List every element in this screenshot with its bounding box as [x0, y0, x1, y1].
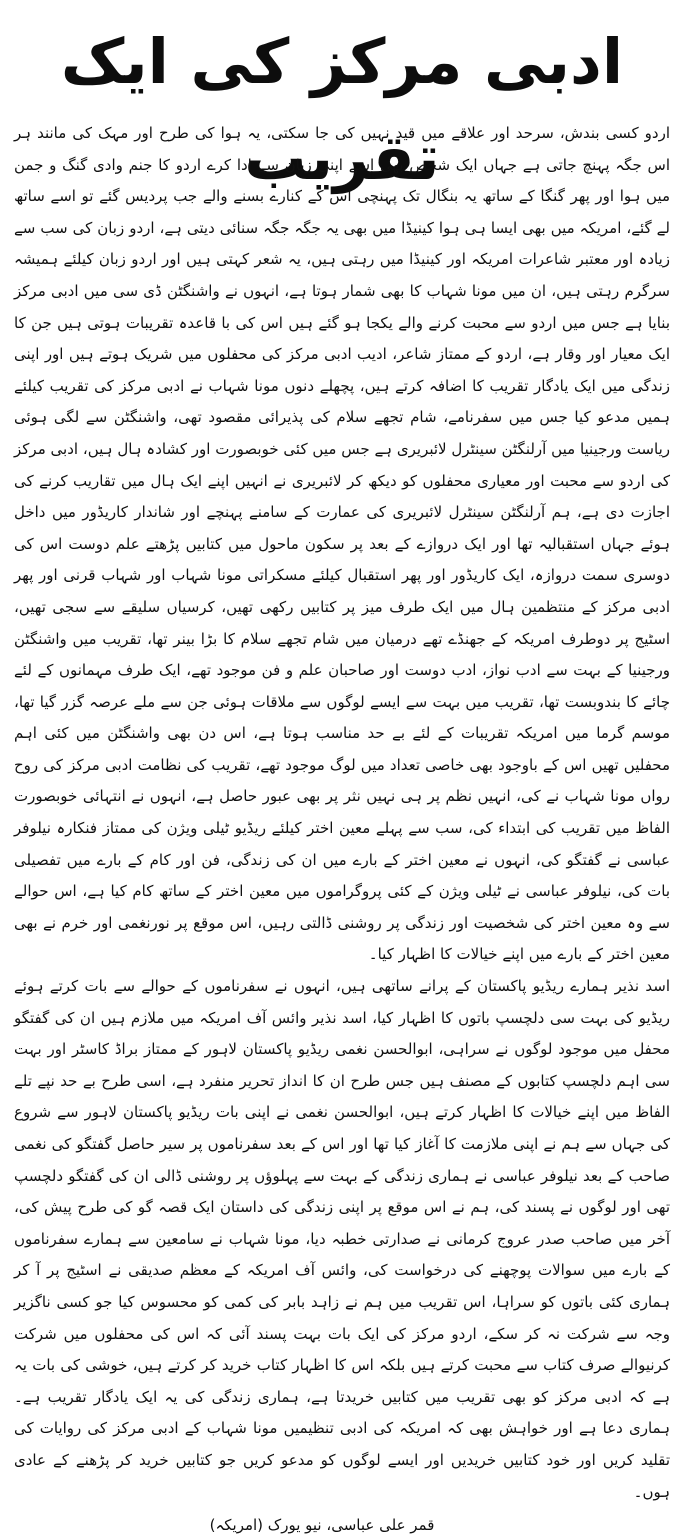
article-headline: ادبی مرکز کی ایک تقریب: [60, 25, 624, 194]
article-byline: قمر علی عباسی، نیو یورک (امریکہ): [209, 1516, 435, 1535]
article-body: [14, 118, 670, 1508]
article-paragraph-1: اردو کسی بندش، سرحد اور علاقے میں قید نہیں کی جا سکتی، یہ ہوا کی طرح اور مہک کی مانند ہر اس جگہ پہنچ جاتی ہے جہاں ایک شخص بھی اسے اپنی زبان سے ادا کرے اردو کا جنم وادی گنگ و جمن میں ہوا اور پھر گنگا کے ساتھ یہ بنگال تک پہنچی اس کے کنارے بسنے والے جب پردیس گئے تو اسے ساتھ لے گئے، امریکہ میں بھی ایسا ہی ہوا کینیڈا میں بھی یہ جگہ جگہ سنائی دیتی ہے، اردو زبان کی سب سے زیادہ اور معتبر شاعرات امریکہ اور کینیڈا میں رہتی ہیں، یہ شعر کہتی ہیں اور اردو زبان کیلئے ہمیشہ سرگرم رہتی ہیں، ان میں مونا شہاب کا بھی شمار ہوتا ہے، انہوں نے واشنگٹن ڈی سی میں ادبی مرکز بنایا ہے جس میں اردو سے محبت کرنے والے یکجا ہو گئے ہیں اس کی با قاعدہ تقریبات ہوتی ہیں جن کا ایک معیار اور وقار ہے، اردو کے ممتاز شاعر، ادیب ادبی مرکز کی محفلوں میں شریک ہوتے ہیں اور اپنی زندگی میں ایک یادگار تقریب کا اضافہ کرتے ہیں، پچھلے دنوں مونا شہاب نے ادبی مرکز کی تقریب کیلئے ہمیں مدعو کیا جس میں سفرنامے، شام تجھے سلام کی پذیرائی مقصود تھی، واشنگٹن سے لگی ہوئی ریاست ورجینیا میں آرلنگٹن سینٹرل لائبریری ہے جس میں کئی خوبصورت اور کشادہ ہال ہیں، ادبی مرکز کی اردو سے محبت اور معیاری محفلوں کو دیکھ کر لائبریری نے انہیں اپنے ایک ہال میں تقاریب کرنے کی اجازت دی ہے، ہم آرلنگٹن سینٹرل لائبریری کی عمارت کے سامنے پہنچے اور شاندار کاریڈور میں داخل ہوئے جہاں استقبالیہ تھا اور ایک دروازے کے بعد پر سکون ماحول میں کتابیں پڑھتے علم دوست اس کی دوسری سمت دروازہ، ایک کاریڈور اور پھر استقبال کیلئے مسکراتی مونا شہاب اور شہاب قرنی اور پھر ادبی مرکز کے منتظمین ہال میں ایک طرف میز پر کتابیں رکھی تھیں، کرسیاں سلیقے سے سجی تھیں، اسٹیج پر دوطرف امریکہ کے جھنڈے تھے درمیان میں شام تجھے سلام کا بڑا بینر تھا، تقریب میں واشنگٹن ورجینیا کے بہت سے ادب نواز، ادب دوست اور صاحبان علم و فن موجود تھے، ایک طرف مہمانوں کے لئے چائے کا بندوبست تھا، تقریب میں بہت سے ایسے لوگوں سے ملاقات ہوئی جن سے ملے عرصہ گزر گیا تھا، موسم گرما میں امریکہ تقریبات کے لئے بے حد مناسب ہوتا ہے، اس دن بھی واشنگٹن میں کئی اہم محفلیں تھیں اس کے باوجود بھی خاصی تعداد میں لوگ موجود تھے، تقریب کی نظامت ادبی مرکز کی روح رواں مونا شہاب نے کی، انہیں نظم پر ہی نہیں نثر پر بھی عبور حاصل ہے، انہوں نے انتہائی خوبصورت الفاظ میں تقریب کی ابتداء کی، سب سے پہلے معین اختر کیلئے ریڈیو ٹیلی ویژن کی ممتاز فنکارہ نیلوفر عباسی نے گفتگو کی، انہوں نے معین اختر کے بارے میں ان کی زندگی، فن اور کام کے بارے میں تفصیلی بات کی، نیلوفر عباسی نے ٹیلی ویژن کے کئی پروگراموں میں معین اختر کے ساتھ کام کیا ہے، اس حوالے سے وہ معین اختر کی شخصیت اور زندگی پر روشنی ڈالتی رہیں، اس موقع پر نورنغمی اور خرم نے بھی معین اختر کے بارے میں اپنے خیالات کا اظہار کیا۔: [14, 124, 670, 964]
article-paragraph-2: اسد نذیر ہمارے ریڈیو پاکستان کے پرانے ساتھی ہیں، انہوں نے سفرناموں کے حوالے سے بات کرتے ہوئے ریڈیو کی بہت سی دلچسپ باتوں کا اظہار کیا، اسد نذیر وائس آف امریکہ میں ملازم ہیں ان کی گفتگو محفل میں موجود لوگوں نے سراہی، ابوالحسن نغمی ریڈیو پاکستان لاہور کے ممتاز براڈ کاسٹر اور بہت سی اہم دلچسپ کتابوں کے مصنف ہیں جس طرح ان کا انداز تحریر منفرد ہے، اسی طرح بے حد نپے تلے الفاظ میں اپنے خیالات کا اظہار کرتے ہیں، ابوالحسن نغمی نے اپنی بات ریڈیو پاکستان لاہور سے شروع کی جہاں سے ہم نے اپنی ملازمت کا آغاز کیا تھا اور اس کے بعد سفرناموں پر سیر حاصل گفتگو کی نغمی صاحب کے بعد نیلوفر عباسی نے ہماری زندگی کے بہت سے پہلوؤں پر روشنی ڈالی ان کی گفتگو دلچسپ تھی اور لوگوں نے پسند کی، ہم نے اس موقع پر اپنی زندگی کی داستان ایک قصہ گو کی طرح پیش کی، آخر میں صاحب صدر عروج کرمانی نے صدارتی خطبہ دیا، مونا شہاب نے سامعین سے ہمارے سفرناموں کے بارے میں سوالات پوچھنے کی درخواست کی، وائس آف امریکہ کے معظم صدیقی نے اسٹیج پر آ کر ہماری کئی باتوں کو سراہا، اس تقریب میں ہم نے زاہد بابر کی کمی کو محسوس کیا جو کسی ناگزیر وجہ سے شرکت نہ کر سکے، اردو مرکز کی ایک بات بہت پسند آئی کہ اس کی محفلوں میں شرکت کرنیوالے صرف کتاب سے محبت کرتے ہیں بلکہ اس کا اظہار کتاب خرید کر کرتے ہیں، خوشی کی بات یہ ہے کہ ادبی مرکز کو بھی تقریب میں کتابیں خریدتا ہے، ہماری زندگی کی یہ ایک یادگار تقریب ہے۔ ہماری دعا ہے اور خواہش بھی کہ امریکہ کی ادبی تنظیمیں مونا شہاب کے ادبی مرکز کی روایات کی تقلید کریں اور خود کتابیں خریدیں اور ایسے لوگوں کو مدعو کریں جو کتابیں خرید کر پڑھنے کے عادی ہوں۔: [14, 977, 670, 1501]
